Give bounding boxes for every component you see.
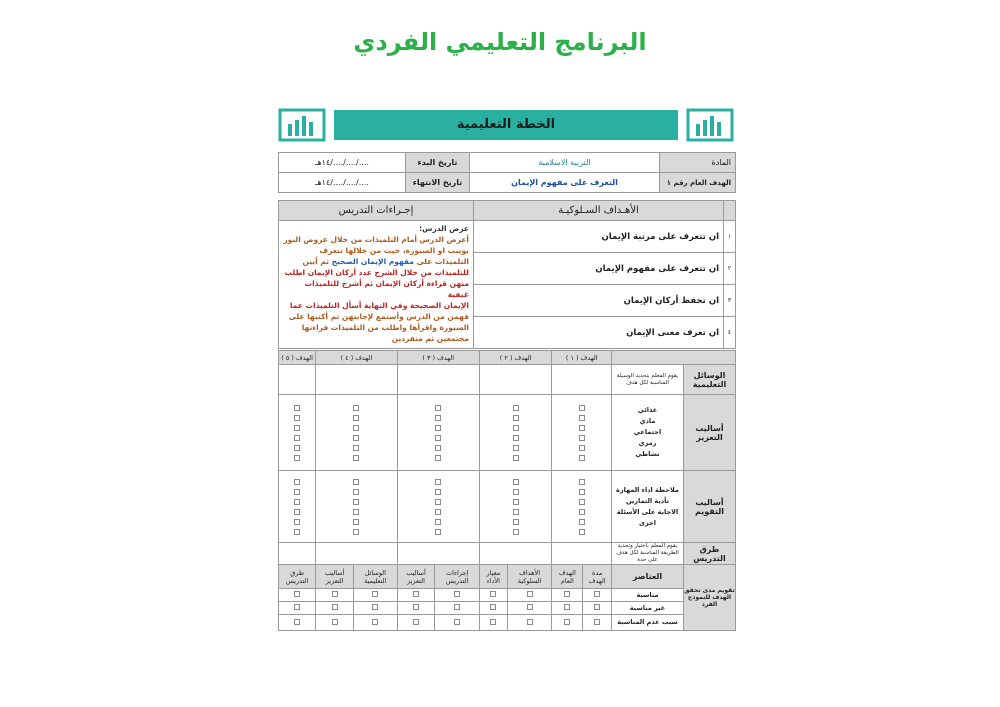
checkbox[interactable]	[527, 591, 533, 597]
checkbox[interactable]	[435, 455, 441, 461]
checkbox[interactable]	[332, 591, 338, 597]
plan-title: الخطة التعليمية	[456, 117, 556, 132]
checkbox[interactable]	[294, 405, 300, 411]
goal-number: ٣	[724, 285, 736, 317]
checkbox[interactable]	[332, 619, 338, 625]
checkbox[interactable]	[564, 591, 570, 597]
info-table	[278, 152, 736, 193]
checkbox[interactable]	[594, 619, 600, 625]
checkbox-column	[397, 395, 479, 471]
reason-label: سبب عدم المناسبة	[612, 615, 684, 631]
checkbox[interactable]	[564, 604, 570, 610]
checkbox[interactable]	[413, 619, 419, 625]
checkbox[interactable]	[353, 405, 359, 411]
checkbox[interactable]	[490, 591, 496, 597]
checkbox[interactable]	[435, 529, 441, 535]
checkbox[interactable]	[413, 604, 419, 610]
goal-col-header: الهدف ( ١ )	[552, 351, 612, 365]
checkbox[interactable]	[294, 604, 300, 610]
checkbox[interactable]	[353, 519, 359, 525]
checkbox-column	[279, 471, 316, 543]
checkbox-column	[397, 471, 479, 543]
checkbox[interactable]	[372, 619, 378, 625]
checkbox[interactable]	[579, 519, 585, 525]
unsuit-label: غير مناسبة	[612, 602, 684, 615]
element-col-header: مدة الهدف	[583, 565, 612, 589]
checkbox[interactable]	[527, 604, 533, 610]
checkbox[interactable]	[294, 619, 300, 625]
checkbox[interactable]	[294, 529, 300, 535]
checkbox[interactable]	[579, 415, 585, 421]
checkbox[interactable]	[513, 425, 519, 431]
methods-cell[interactable]	[397, 543, 479, 565]
element-col-header: الوسائل التعليمية	[354, 565, 397, 589]
eval-options: ملاحظة اداء المهارة تأدية التمارين الاجابة على الأسئلة اخرى	[612, 471, 684, 543]
checkbox[interactable]	[435, 435, 441, 441]
checkbox[interactable]	[435, 425, 441, 431]
checkbox[interactable]	[353, 509, 359, 515]
element-col-header: إجراءات التدريس	[435, 565, 479, 589]
checkbox-column	[479, 395, 552, 471]
goal-item[interactable]: ان تحفظ أركان الإيمان	[474, 285, 724, 317]
checkbox[interactable]	[435, 445, 441, 451]
goal-label: الهدف العام رقم ١	[660, 173, 736, 193]
methods-label: طرق التدريس	[684, 543, 736, 565]
checkbox[interactable]	[513, 435, 519, 441]
start-date-label: تاريخ البدء	[406, 153, 470, 173]
end-date-value[interactable]: ..../..../..../١٤هـ	[279, 173, 406, 193]
checkbox[interactable]	[513, 479, 519, 485]
checkbox[interactable]	[435, 519, 441, 525]
checkbox[interactable]	[294, 499, 300, 505]
behavioral-table	[278, 200, 736, 349]
checkbox[interactable]	[490, 619, 496, 625]
checkbox[interactable]	[513, 415, 519, 421]
checkbox[interactable]	[513, 489, 519, 495]
evaluation-grid	[278, 350, 736, 631]
media-cell[interactable]	[316, 365, 397, 395]
checkbox[interactable]	[454, 604, 460, 610]
media-label: الوسائل التعليمية	[684, 365, 736, 395]
goal-col-header: الهدف ( ٥ )	[279, 351, 316, 365]
checkbox[interactable]	[435, 405, 441, 411]
checkbox[interactable]	[294, 489, 300, 495]
checkbox[interactable]	[294, 455, 300, 461]
goal-number: ٤	[724, 317, 736, 349]
end-date-label: تاريخ الانتهاء	[406, 173, 470, 193]
checkbox[interactable]	[513, 519, 519, 525]
media-cell[interactable]	[397, 365, 479, 395]
suit-label: مناسبة	[612, 589, 684, 602]
page-title: البرنامج التعليمي الفردي	[353, 28, 647, 56]
plan-title-band	[334, 110, 678, 140]
checkbox[interactable]	[372, 591, 378, 597]
goal-item[interactable]: ان تعرف معنى الإيمان	[474, 317, 724, 349]
checkbox[interactable]	[353, 489, 359, 495]
checkbox[interactable]	[353, 425, 359, 431]
checkbox[interactable]	[579, 529, 585, 535]
eval-label: أساليب التقويم	[684, 471, 736, 543]
checkbox[interactable]	[513, 529, 519, 535]
checkbox[interactable]	[353, 455, 359, 461]
checkbox[interactable]	[353, 435, 359, 441]
checkbox[interactable]	[294, 415, 300, 421]
goal-item[interactable]: ان تتعرف على مفهوم الإيمان	[474, 253, 724, 285]
checkbox[interactable]	[294, 509, 300, 515]
element-col-header: الأهداف السلوكية	[507, 565, 552, 589]
element-col-header: أساليب التعزيز	[397, 565, 435, 589]
checkbox[interactable]	[435, 509, 441, 515]
elements-label: العناصر	[612, 565, 684, 589]
checkbox[interactable]	[579, 479, 585, 485]
media-note: يقوم المعلم بتحديد الوسيلة المناسبة لكل هدف	[612, 365, 684, 395]
checkbox-column	[552, 471, 612, 543]
checkbox[interactable]	[435, 415, 441, 421]
checkbox[interactable]	[579, 435, 585, 441]
checkbox[interactable]	[594, 591, 600, 597]
checkbox-column	[316, 471, 397, 543]
reinforce-label: أساليب التعزيز	[684, 395, 736, 471]
methods-cell[interactable]	[279, 543, 316, 565]
side-label: تقويم مدى تحقق الهدف للنموذج الفرد	[684, 565, 736, 631]
checkbox[interactable]	[353, 415, 359, 421]
checkbox[interactable]	[579, 455, 585, 461]
procedures-heading: عرض الدرس:	[419, 224, 469, 233]
media-cell[interactable]	[479, 365, 552, 395]
element-col-header: الهدف العام	[552, 565, 583, 589]
checkbox[interactable]	[294, 445, 300, 451]
goal-col-header: الهدف ( ٢ )	[479, 351, 552, 365]
checkbox-column	[479, 471, 552, 543]
goals-header: الأهـداف السـلوكيـة	[474, 201, 724, 221]
checkbox[interactable]	[294, 519, 300, 525]
checkbox[interactable]	[513, 445, 519, 451]
procedures-text[interactable]: عرض الدرس: أعرض الدرس أمام التلميذات من خلال عروض البور بوينت او السبورة، حيث من خلالها تتعرف التلميذات على مفهوم الإيمان الصحيح ثم أبين للتلميذات من خلال الشرح عدد أركان الإيمان اطلب منهن قراءة أركان الإيمان ثم أشرح للتلميذات غيفية الإيمان الصحيحة وفي النهاية أسأل التلميذات عما فهمن من الدرس وأستمع لإجابتهن ثم أكتبها على السبورة واقرأها واطلب من التلميذات قراءتها مجتمعين ثم منفردين	[279, 221, 474, 349]
checkbox[interactable]	[353, 445, 359, 451]
checkbox[interactable]	[454, 591, 460, 597]
subject-value[interactable]: التربية الاسلامية	[470, 153, 660, 173]
media-cell[interactable]	[552, 365, 612, 395]
subject-label: المادة	[660, 153, 736, 173]
checkbox[interactable]	[579, 489, 585, 495]
checkbox[interactable]	[490, 604, 496, 610]
media-cell[interactable]	[279, 365, 316, 395]
plan-sheet	[276, 104, 736, 624]
checkbox[interactable]	[564, 619, 570, 625]
procedures-header: إجـراءات التدريس	[279, 201, 474, 221]
checkbox[interactable]	[579, 509, 585, 515]
chart-logo-icon	[276, 106, 328, 144]
checkbox[interactable]	[353, 529, 359, 535]
checkbox[interactable]	[294, 591, 300, 597]
reinforce-options: غذائي مادي اجتماعي رمزي نشاطي	[612, 395, 684, 471]
checkbox[interactable]	[454, 619, 460, 625]
goal-item[interactable]: ان تتعرف على مرتبة الإيمان	[474, 221, 724, 253]
methods-note: يقوم المعلم باختيار وتحديد الطريقة المناسبة لكل هدف على حدة	[612, 543, 684, 565]
checkbox[interactable]	[332, 604, 338, 610]
checkbox[interactable]	[579, 499, 585, 505]
checkbox[interactable]	[435, 489, 441, 495]
goal-number: ٢	[724, 253, 736, 285]
chart-logo-icon	[684, 106, 736, 144]
checkbox[interactable]	[294, 479, 300, 485]
checkbox-column	[279, 395, 316, 471]
element-col-header: أساليب التعزيز	[316, 565, 354, 589]
checkbox[interactable]	[372, 604, 378, 610]
goal-number: ١	[724, 221, 736, 253]
checkbox[interactable]	[579, 425, 585, 431]
checkbox[interactable]	[579, 445, 585, 451]
element-col-header: معيار الأداء	[479, 565, 507, 589]
checkbox[interactable]	[513, 405, 519, 411]
checkbox[interactable]	[513, 455, 519, 461]
goal-value[interactable]: التعرف على مفهوم الإيمان	[470, 173, 660, 193]
checkbox[interactable]	[353, 479, 359, 485]
checkbox[interactable]	[435, 479, 441, 485]
methods-cell[interactable]	[552, 543, 612, 565]
checkbox[interactable]	[413, 591, 419, 597]
checkbox[interactable]	[513, 499, 519, 505]
start-date-value[interactable]: ..../..../..../١٤هـ	[279, 153, 406, 173]
checkbox[interactable]	[353, 499, 359, 505]
goal-col-header: الهدف ( ٤ )	[316, 351, 397, 365]
goal-col-header: الهدف ( ٣ )	[397, 351, 479, 365]
methods-cell[interactable]	[479, 543, 552, 565]
plan-header	[276, 106, 736, 144]
checkbox[interactable]	[579, 405, 585, 411]
checkbox[interactable]	[294, 435, 300, 441]
checkbox-column	[316, 395, 397, 471]
checkbox[interactable]	[527, 619, 533, 625]
checkbox[interactable]	[435, 499, 441, 505]
element-col-header: طرق التدريس	[279, 565, 316, 589]
checkbox[interactable]	[594, 604, 600, 610]
checkbox[interactable]	[513, 509, 519, 515]
checkbox-column	[552, 395, 612, 471]
methods-cell[interactable]	[316, 543, 397, 565]
checkbox[interactable]	[294, 425, 300, 431]
